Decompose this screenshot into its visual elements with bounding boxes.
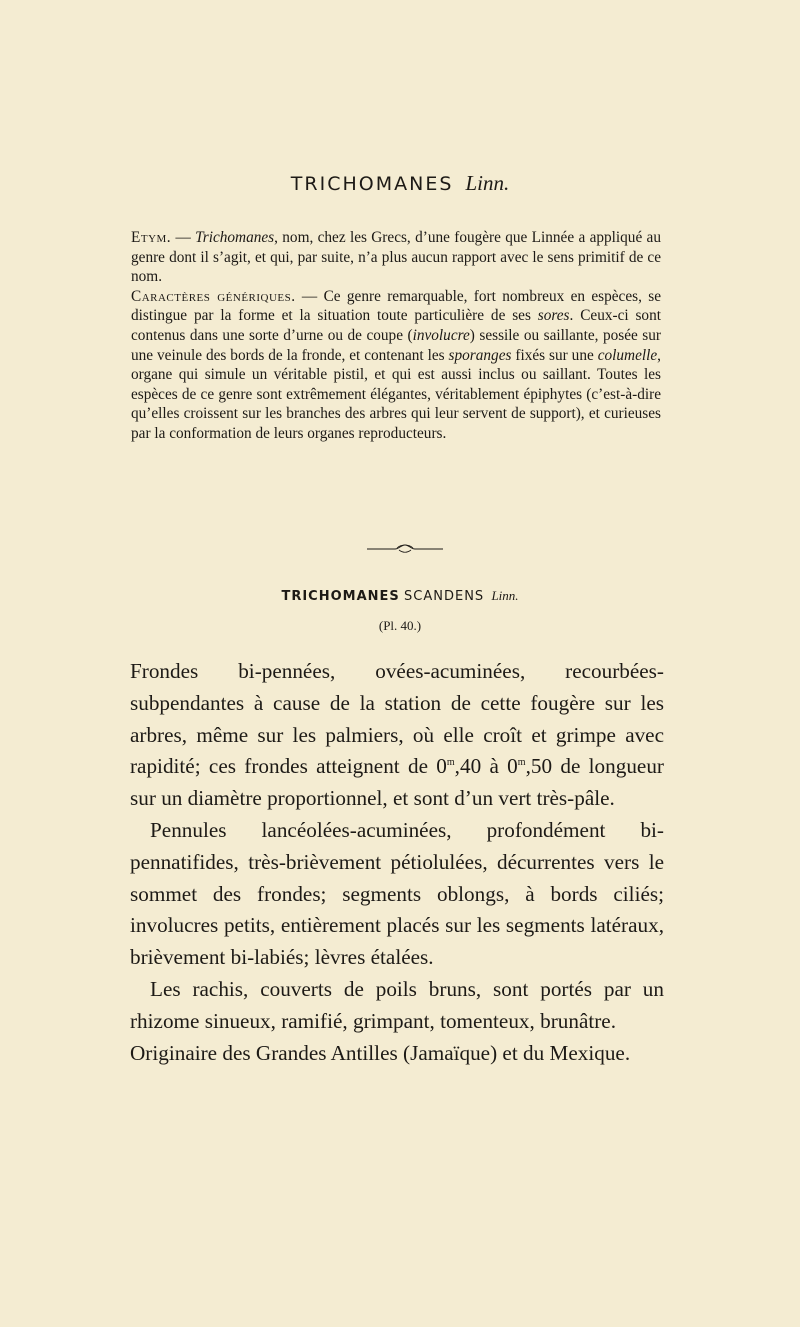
etymology-paragraph: Etym. — Trichomanes, nom, chez les Grecs, d’une fougère que Linnée a appliqué au genre dont il s’agit, et qui, par suite, n’a plus aucun rapport avec le sens primitif de ce nom. — [131, 229, 661, 286]
description-paragraph-origin: Originaire des Grandes Antilles (Jamaïque) et du Mexique. — [130, 1040, 631, 1065]
genus-introduction — [131, 228, 661, 444]
species-description — [130, 656, 664, 1069]
genus-title — [0, 171, 800, 196]
species-genus: TRICHOMANES — [281, 589, 400, 604]
description-paragraph-rachis: Les rachis, couverts de poils bruns, sont portés par un rhizome sinueux, ramifié, grimpant, tomenteux, brunâtre. — [130, 976, 664, 1033]
plate-reference: (Pl. 40.) — [378, 618, 422, 633]
etymology-text: , nom, chez les Grecs, d’une fougère que Linnée a appliqué au genre dont il s’agit, et qui, par suite, n’a plus aucun rapport avec le sens primitif de ce nom. — [131, 229, 661, 286]
generic-characters-paragraph: Caractères génériques. — Ce genre remarquable, fort nombreux en espèces, se distingue par la forme et la situation toute particulière de ses sores. Ceux-ci sont contenus dans une sorte d’urne ou de coupe (involucre) sessile ou saillante, posée sur une veinule des bords de la fronde, et contenant les sporanges fixés sur une columelle, organe qui simule un véritable pistil, et qui est aussi inclus ou saillant. Toutes les espèces de ce genre sont extrêmement élégantes, véritablement épiphytes (c’est-à-dire qu’elles croissent sur les branches des arbres qui leur servent de support), et curieuses par la conformation de leurs organes reproducteurs. — [131, 287, 661, 442]
etymology-label: Etym. — [131, 229, 172, 246]
species-epithet: SCANDENS — [404, 589, 485, 604]
genus-name: TRICHOMANES — [290, 173, 454, 195]
description-paragraph-pinnules: Pennules lancéolées-acuminées, profondément bi-pennatifides, très-brièvement pétiolulées, décurrentes vers le sommet des frondes; segments oblongs, à bords ciliés; involucres petits, entièrement placés sur les segments latéraux, brièvement bi-labiés; lèvres étalées. — [130, 817, 664, 970]
separator-ornament — [365, 542, 445, 554]
generic-characters-label: Caractères génériques. — [131, 287, 296, 305]
genus-author: Linn. — [465, 171, 510, 195]
species-title — [0, 588, 800, 604]
species-author: Linn. — [491, 588, 519, 603]
etymology-word: Trichomanes — [195, 229, 275, 246]
description-paragraph-fronds: Frondes bi-pennées, ovées-acuminées, recourbées-subpendantes à cause de la station de cette fougère sur les arbres, même sur les palmiers, où elle croît et grimpe avec rapidité; ces frondes atteignent de 0$^m$,40 à 0$^m$,50 de longueur sur un diamètre proportionnel, et sont d’un vert très-pâle. — [130, 659, 664, 811]
